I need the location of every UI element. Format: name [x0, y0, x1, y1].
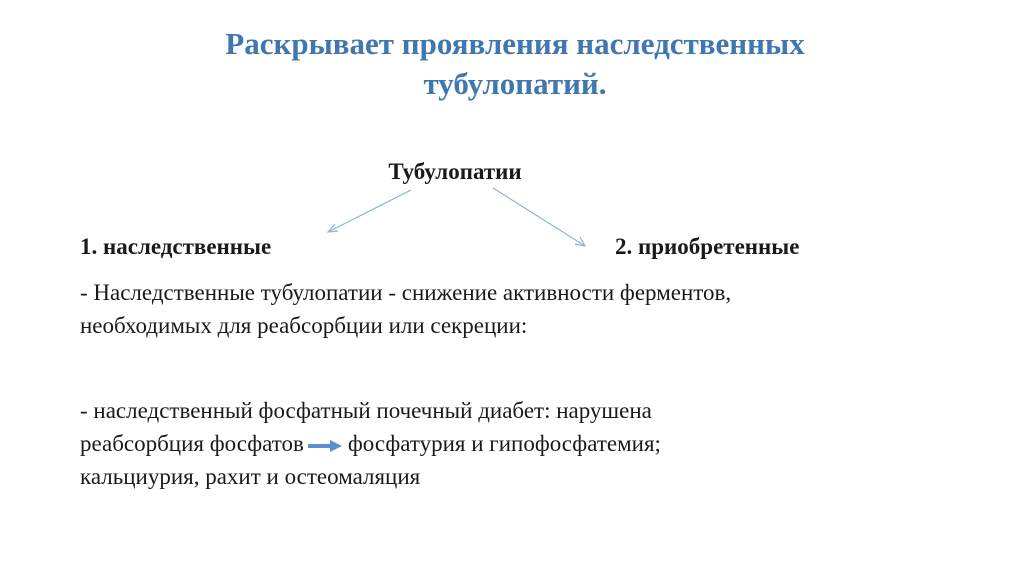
- title-line-1: Раскрывает проявления наследственных: [225, 26, 805, 61]
- branch-acquired: 2. приобретенные: [615, 234, 800, 259]
- phosphate-diabetes-paragraph: [80, 394, 960, 493]
- right-connector-arrow: [493, 188, 585, 246]
- definition-line-2: необходимых для реабсорбции или секреции:: [80, 313, 528, 338]
- right-arrow-icon: [308, 439, 342, 453]
- branch-hereditary: 1. наследственные: [80, 234, 272, 259]
- phosphate-line-2-start: реабсорбция фосфатов: [80, 431, 304, 456]
- title-line-2: тубулопатий.: [423, 66, 607, 101]
- left-connector-arrow: [328, 190, 411, 232]
- phosphate-line-3: кальциурия, рахит и остеомаляция: [80, 464, 421, 489]
- phosphate-line-2: [80, 427, 960, 460]
- center-heading: Тубулопатии: [388, 159, 522, 184]
- phosphate-line-1: - наследственный фосфатный почечный диабет: нарушена: [80, 398, 652, 423]
- slide-title: [100, 24, 930, 104]
- phosphate-line-2-end: фосфатурия и гипофосфатемия;: [347, 431, 661, 456]
- definition-line-1: - Наследственные тубулопатии - снижение активности ферментов,: [80, 280, 732, 305]
- definition-paragraph: [80, 276, 960, 342]
